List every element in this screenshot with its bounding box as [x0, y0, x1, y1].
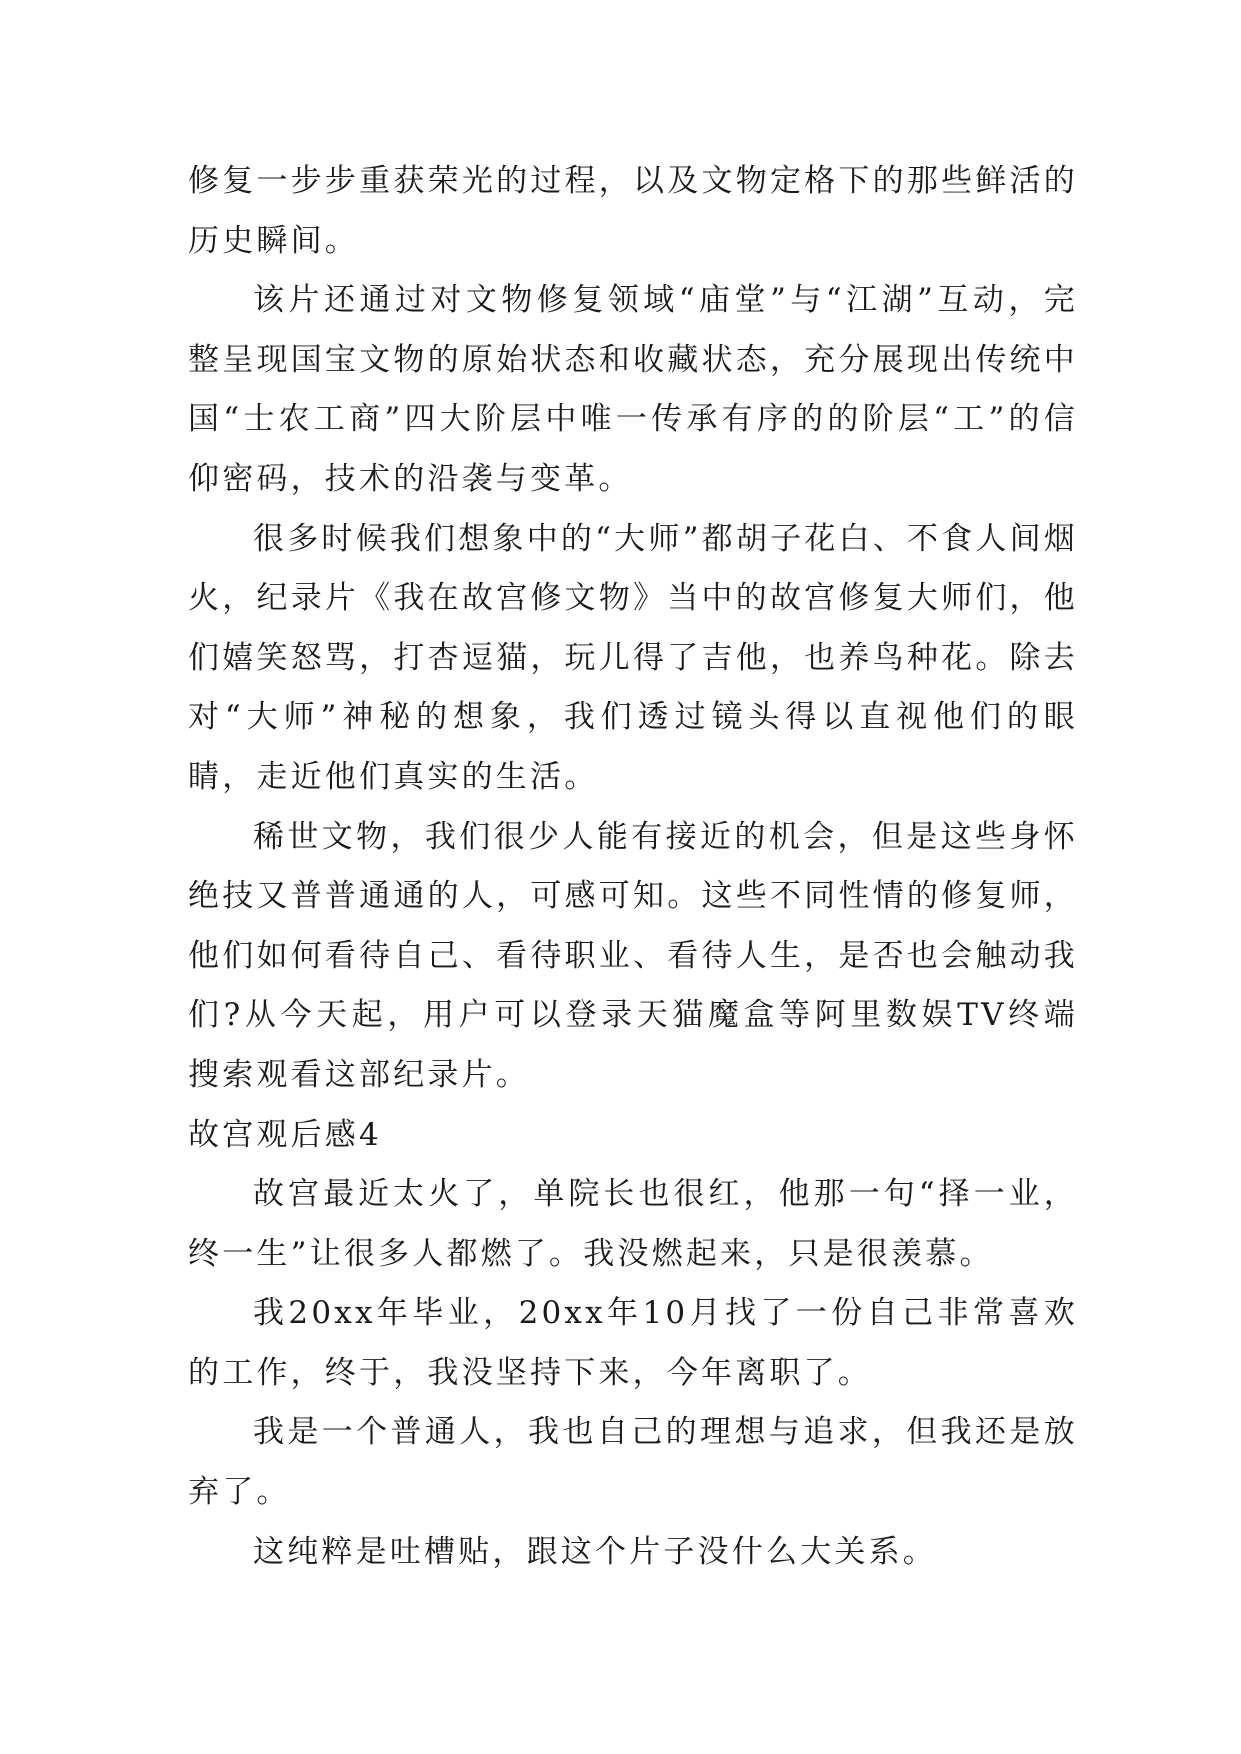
document-page: [188, 152, 1078, 1582]
paragraph-ordinary-person: 我是一个普通人，我也自己的理想与追求，但我还是放弃了。: [188, 1414, 1078, 1511]
paragraph-rare-relics: 稀世文物，我们很少人能有接近的机会，但是这些身怀绝技又普普通通的人，可感可知。这些不同性情的修复师，他们如何看待自己、看待职业、看待人生，是否也会触动我们?从今天起，用户可以登录天猫魔盒等阿里数娱TV终端搜索观看这部纪录片。: [188, 818, 1078, 1093]
paragraph-temple-and-jianghu: 该片还通过对文物修复领域“庙堂”与“江湖”互动，完整呈现国宝文物的原始状态和收藏状态，充分展现出传统中国“士农工商”四大阶层中唯一传承有序的的阶层“工”的信仰密码，技术的沿袭与变革。: [188, 282, 1078, 497]
paragraph-graduation: 我20xx年毕业，20xx年10月找了一份自己非常喜欢的工作，终于，我没坚持下来，今年离职了。: [188, 1295, 1078, 1391]
paragraph-masters: 很多时候我们想象中的“大师”都胡子花白、不食人间烟火，纪录片《我在故宫修文物》当中的故宫修复大师们，他们嬉笑怒骂，打杏逗猫，玩儿得了吉他，也养鸟种花。除去对“大师”神秘的想象，我们透过镜头得以直视他们的眼睛，走近他们真实的生活。: [188, 520, 1078, 795]
section-heading: 故宫观后感4: [188, 1116, 382, 1153]
paragraph-continuation: 修复一步步重获荣光的过程，以及文物定格下的那些鲜活的历史瞬间。: [188, 163, 1078, 259]
paragraph-palace-popular: 故宫最近太火了，单院长也很红，他那一句“择一业，终一生”让很多人都燃了。我没燃起来，只是很羡慕。: [188, 1176, 1078, 1272]
paragraph-rant: 这纯粹是吐槽贴，跟这个片子没什么大关系。: [253, 1533, 937, 1570]
